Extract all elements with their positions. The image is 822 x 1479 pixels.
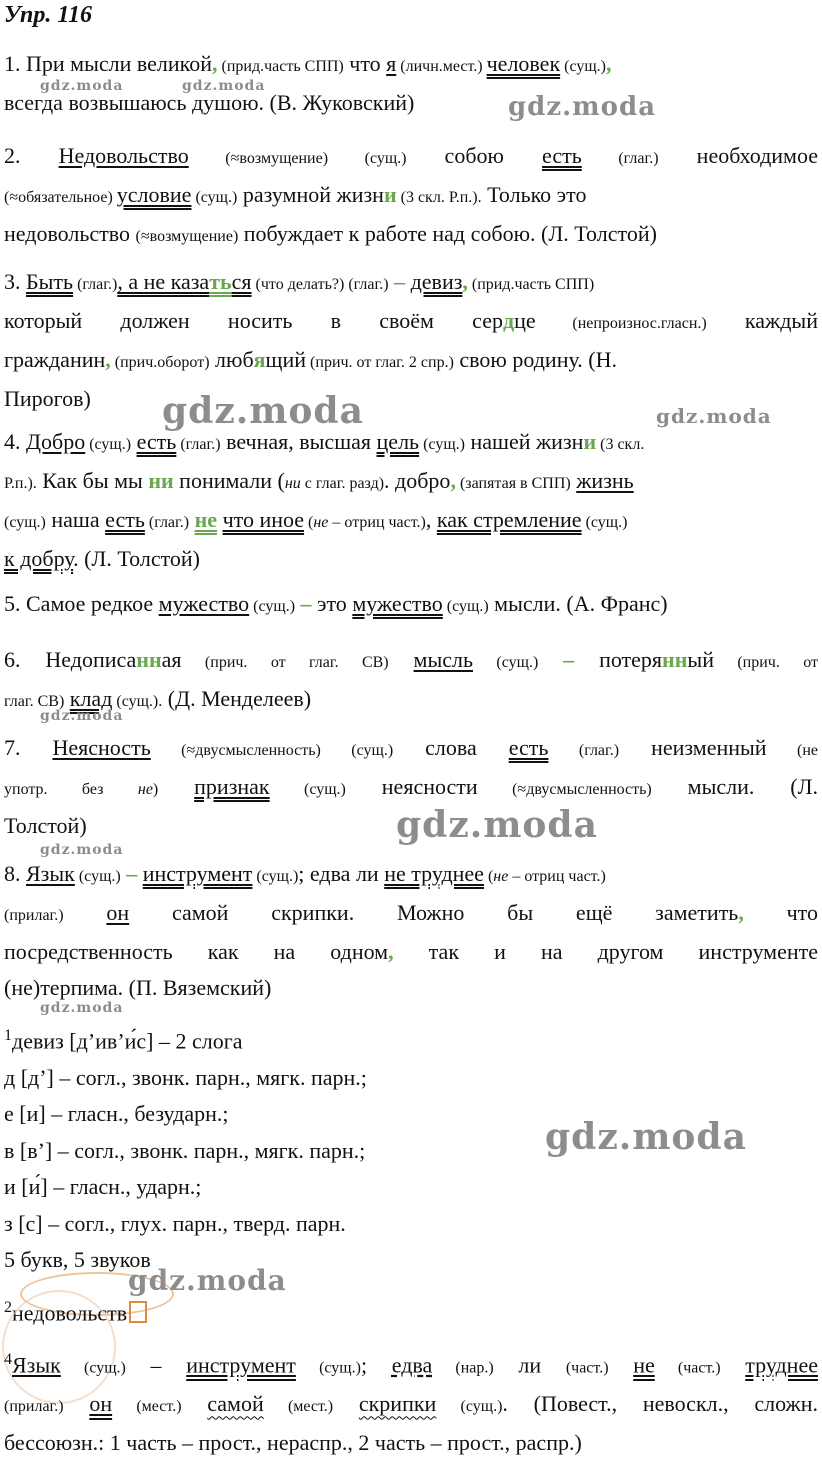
phonetic-line-7: 5 букв, 5 звуков bbox=[4, 1247, 151, 1273]
syntactic-analysis bbox=[4, 1342, 818, 1461]
sentence-7-line-2: употр. без не) признак (сущ.) неясности (≈двусмысленность) мысли. (Л. bbox=[4, 774, 819, 799]
sentence-2-line-2: (≈обязательное) условие (сущ.) разумной жизни (3 скл. Р.п.). Только это bbox=[4, 182, 587, 207]
sentence-3-line-1: 3. Быть (глаг.), а не казаться (что делать?) (глаг.) – девиз, (прид.часть СПП) bbox=[4, 269, 595, 294]
sentence-2 bbox=[4, 138, 818, 255]
sentence-4-line-3: (сущ.) наша есть (глаг.) не что иное (не – отриц част.), как стремление (сущ.) bbox=[4, 507, 628, 532]
sentence-6-line-1: 6. Недописанная (прич. от глаг. СВ) мысль (сущ.) – потерянный (прич. от bbox=[4, 647, 819, 672]
watermark-logo: gdz.moda bbox=[40, 78, 124, 94]
syntactic-line-2: (прилаг.) он (мест.) самой (мест.) скрипки (сущ.). (Повест., невоскл., сложн. bbox=[4, 1391, 818, 1417]
sentence-1-line-1: 1. При мысли великой, (прид.часть СПП) что я (личн.мест.) человек (сущ.), bbox=[4, 51, 612, 76]
watermark-logo: gdz.moda bbox=[128, 1264, 287, 1297]
sentence-4-line-2: Р.п.). Как бы мы ни понимали (ни с глаг. разд). добро, (запятая в СПП) жизнь bbox=[4, 468, 634, 493]
watermark-logo: gdz.moda bbox=[182, 78, 266, 94]
syntactic-line-1: $^4$Язык (сущ.) – инструмент (сущ.); едва (нар.) ли (част.) не (част.) труднее bbox=[4, 1351, 818, 1378]
sentence-4 bbox=[4, 424, 818, 577]
watermark-logo: gdz.moda bbox=[40, 842, 124, 858]
sentence-4-line-4: к добру. (Л. Толстой) bbox=[4, 546, 201, 571]
phonetic-line-1: $^1$девиз [д’ив’и́с] – 2 слога bbox=[4, 1027, 243, 1054]
phonetic-line-6: з [с] – согл., глух. парн., тверд. парн. bbox=[4, 1210, 346, 1236]
sentence-6-line-2: глаг. СВ) клад (сущ.). (Д. Менделеев) bbox=[4, 686, 312, 711]
sentence-4-line-1: 4. Добро (сущ.) есть (глаг.) вечная, высшая цель (сущ.) нашей жизни (3 скл. bbox=[4, 429, 645, 454]
sentence-5 bbox=[4, 586, 818, 625]
sentence-1 bbox=[4, 46, 818, 121]
watermark-logo: gdz.moda bbox=[40, 708, 124, 724]
watermark-logo: gdz.moda bbox=[656, 404, 772, 428]
sentence-8-line-2: (прилаг.) он самой скрипки. Можно бы ещё заметить, что bbox=[4, 900, 819, 925]
watermark-logo: gdz.moda bbox=[508, 92, 657, 122]
sentence-7-line-3: Толстой) bbox=[4, 813, 87, 838]
watermark-logo: gdz.moda bbox=[545, 1116, 747, 1158]
sentence-1-line-2: всегда возвышаюсь душою. (В. Жуковский) bbox=[4, 90, 415, 115]
sentence-8 bbox=[4, 856, 818, 1006]
sentence-6 bbox=[4, 642, 818, 720]
morphemic-analysis bbox=[4, 1290, 818, 1331]
sentence-3 bbox=[4, 264, 818, 417]
watermark-logo: gdz.moda bbox=[40, 1000, 124, 1016]
sentence-3-line-4: Пирогов) bbox=[4, 386, 91, 411]
sentence-3-line-3: гражданин, (прич.оборот) любящий (прич. от глаг. 2 спр.) свою родину. (Н. bbox=[4, 347, 617, 372]
syntactic-line-3: бессоюзн.: 1 часть – прост., нераспр., 2 часть – прост., распр.) bbox=[4, 1430, 582, 1456]
phonetic-line-4: в [в’] – согл., звонк. парн., мягк. парн.; bbox=[4, 1137, 366, 1163]
phonetic-line-5: и [и́] – гласн., ударн.; bbox=[4, 1174, 202, 1200]
phonetic-line-3: е [и] – гласн., безударн.; bbox=[4, 1101, 229, 1127]
sentence-2-line-1: 2. Недовольство (≈возмущение) (сущ.) собою есть (глаг.) необходимое bbox=[4, 143, 819, 168]
exercise-title: Упр. 116 bbox=[4, 2, 93, 28]
watermark-logo: gdz.moda bbox=[396, 804, 598, 846]
sentence-7-line-1: 7. Неясность (≈двусмысленность) (сущ.) слова есть (глаг.) неизменный (не bbox=[4, 735, 819, 760]
sentence-8-line-1: 8. Язык (сущ.) – инструмент (сущ.); едва ли не труднее (не – отриц част.) bbox=[4, 861, 606, 886]
sentence-8-line-4: (не)терпима. (П. Вяземский) bbox=[4, 975, 272, 1000]
sentence-3-line-2: который должен носить в своём сердце (непроизнос.гласн.) каждый bbox=[4, 308, 818, 333]
ending-box bbox=[129, 1301, 147, 1323]
sentence-8-line-3: посредственность как на одном, так и на другом инструменте bbox=[4, 939, 818, 964]
watermark-logo: gdz.moda bbox=[162, 390, 364, 432]
phonetic-line-2: д [д’] – согл., звонк. парн., мягк. парн.; bbox=[4, 1064, 367, 1090]
sentence-5-line-1: 5. Самое редкое мужество (сущ.) – это мужество (сущ.) мысли. (А. Франс) bbox=[4, 591, 668, 616]
morphemic-line: $^2$недовольств bbox=[4, 1290, 818, 1331]
sentence-2-line-3: недовольство (≈возмущение) побуждает к работе над собою. (Л. Толстой) bbox=[4, 221, 657, 246]
